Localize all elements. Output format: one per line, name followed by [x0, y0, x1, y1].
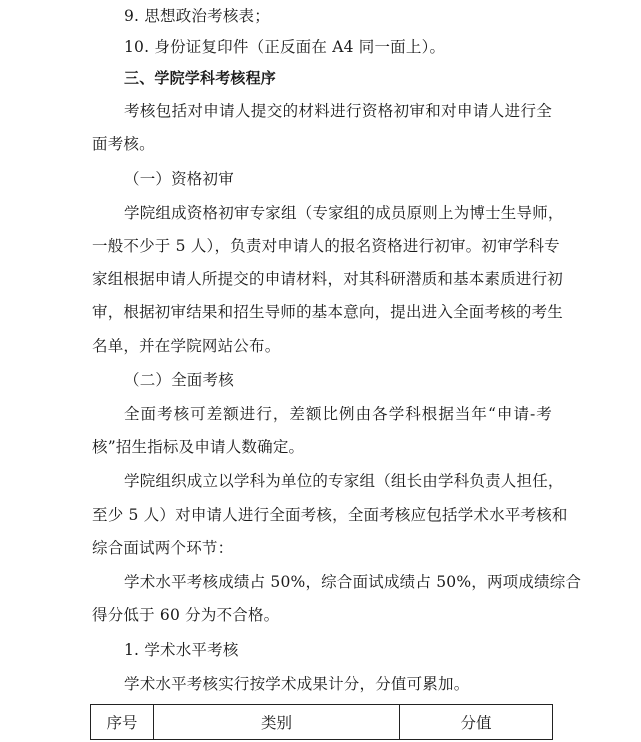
paragraph-line: 家组根据申请人所提交的申请材料，对其科研潜质和基本素质进行初: [92, 270, 564, 288]
paragraph-line: 核”招生指标及申请人数确定。: [92, 438, 305, 456]
paragraph-line: 学术水平考核成绩占 50%，综合面试成绩占 50%，两项成绩综合: [124, 573, 582, 591]
paragraph-line: 得分低于 60 分为不合格。: [92, 606, 280, 624]
table-header-cell: 序号: [91, 705, 154, 740]
paragraph-line: 学院组织成立以学科为单位的专家组（组长由学科负责人担任，: [124, 472, 564, 490]
section-heading: 三、学院学科考核程序: [124, 69, 277, 87]
table-header-cell: 分值: [400, 705, 553, 740]
paragraph-line: 综合面试两个环节：: [92, 539, 234, 557]
paragraph-line: 考核包括对申请人提交的材料进行资格初审和对申请人进行全: [124, 102, 552, 120]
list-item-10: 10. 身份证复印件（正反面在 A4 同一面上）。: [124, 38, 446, 56]
list-item-9: 9. 思想政治考核表；: [124, 7, 270, 25]
subsection-heading: 1. 学术水平考核: [124, 641, 239, 659]
paragraph-line: 审，根据初审结果和招生导师的基本意向，提出进入全面考核的考生: [92, 303, 564, 321]
table-header-row: [91, 705, 553, 740]
paragraph-line: 学术水平考核实行按学术成果计分，分值可累加。: [124, 675, 470, 693]
paragraph-line: 全面考核可差额进行，差额比例由各学科根据当年“申请-考: [124, 405, 552, 423]
paragraph-line: 一般不少于 5 人），负责对申请人的报名资格进行初审。初审学科专: [92, 237, 560, 255]
paragraph-line: 面考核。: [92, 135, 155, 153]
table-header-cell: 类别: [154, 705, 400, 740]
paragraph-line: 名单，并在学院网站公布。: [92, 337, 281, 355]
score-table: [90, 704, 553, 740]
subsection-heading: （一）资格初审: [124, 170, 234, 188]
paragraph-line: 至少 5 人）对申请人进行全面考核，全面考核应包括学术水平考核和: [92, 506, 568, 524]
paragraph-line: 学院组成资格初审专家组（专家组的成员原则上为博士生导师，: [124, 204, 564, 222]
subsection-heading: （二）全面考核: [124, 371, 234, 389]
